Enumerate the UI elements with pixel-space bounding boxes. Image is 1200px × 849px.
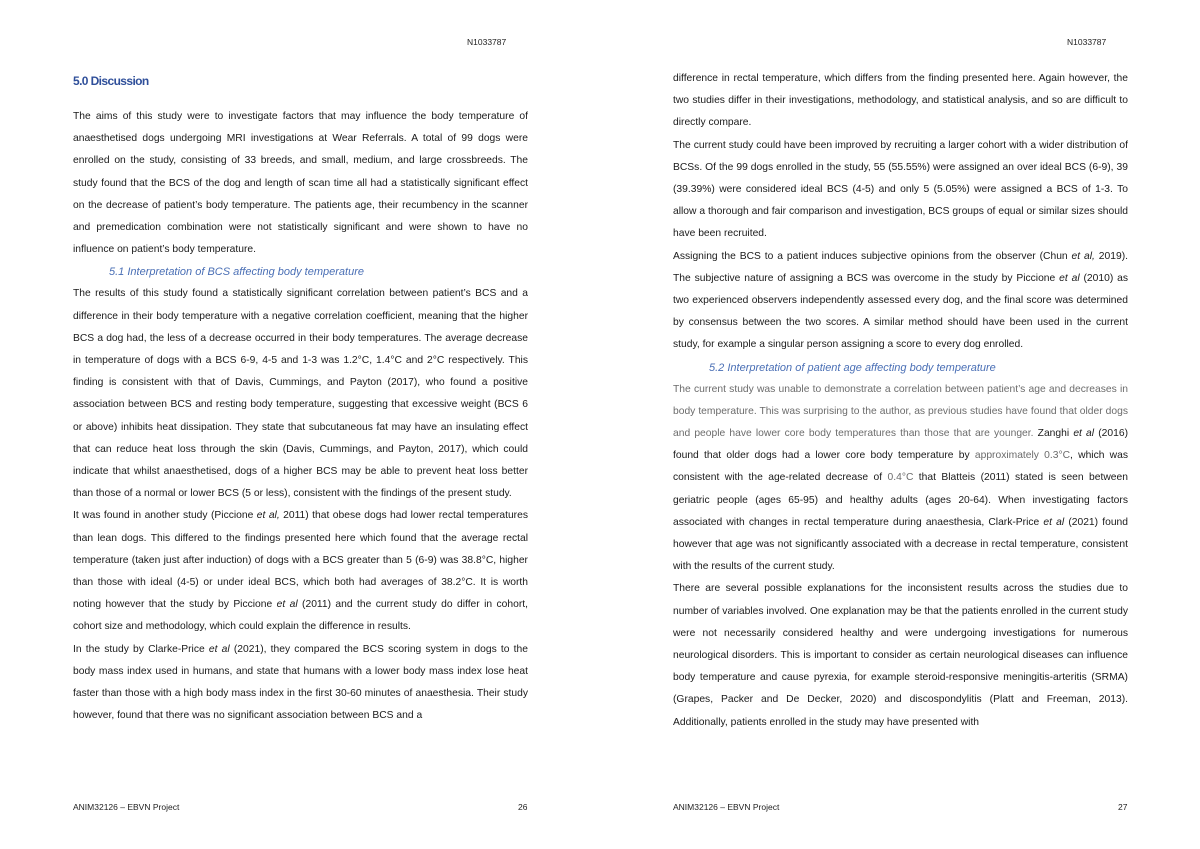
header-student-id: N1033787 xyxy=(467,37,507,47)
page-27 xyxy=(600,0,1200,849)
paragraph: difference in rectal temperature, which differs from the finding presented here. Again however, the two studies differ in their investigations, methodology, and statistical analysis, and so are difficult to directly compare. xyxy=(673,73,1128,129)
paragraph: In the study by Clarke-Price et al (2021), they compared the BCS scoring system in dogs to the body mass index used in humans, and state that humans with a lower body mass index lose heat faster than those with a high body mass index in the first 30-60 minutes of anaesthesia. Their study however, found that there was no significant association between BCS and a xyxy=(73,643,528,722)
page-number: 27 xyxy=(1118,802,1128,812)
paragraph: There are several possible explanations for the inconsistent results across the studies due to number of variables involved. One explanation may be that the patients enrolled in the current study were not necessarily considered healthy and were undergoing investigations for numerous neurological disorders. This is important to consider as certain neurological diseases can influence body temperature and cause pyrexia, for example steroid-responsive meningitis-arteritis (SRMA) (Grapes, Packer and De Decker, 2020) and discospondylitis (Platt and Freeman, 2013). Additionally, patients enrolled in the study may have presented with xyxy=(673,583,1128,728)
paragraph: It was found in another study (Piccione et al, 2011) that obese dogs had lower rectal temperatures than lean dogs. This differed to the findings presented here which found that the average rectal temperature (taken just after induction) of dogs with a BCS greater than 5 (6-9) was 38.8°C, higher than those with ideal (4-5) or under ideal BCS, which both had averages of 38.2°C. It is worth noting however that the study by Piccione et al (2011) and the current study do differ in cohort, cohort size and methodology, which could explain the difference in results. xyxy=(73,510,528,633)
header-student-id: N1033787 xyxy=(1067,37,1107,47)
paragraph: The results of this study found a statistically significant correlation between patient’s BCS and a difference in their body temperature with a negative correlation coefficient, meaning that the higher BCS a dog had, the less of a decrease occurred in their body temperatures. The average decrease in temperature of dogs with a BCS 6-9, 4-5 and 1-3 was 1.2°C, 1.4°C and 2°C respectively. This finding is consistent with that of Davis, Cummings, and Payton (2017), who found a positive association between BCS and resting body temperature, suggesting that excessive weight (BCS 6 or above) inhibits heat dissipation. They state that subcutaneous fat may have an insulating effect that can reduce heat loss through the skin (Davis, Cummings, and Payton, 2017), which could indicate that whilst anaesthetised, dogs of a higher BCS may be able to prevent heat loss better than those of a normal or lower BCS (5 or less), consistent with the findings of the present study. xyxy=(73,288,528,500)
footer-label: ANIM32126 – EBVN Project xyxy=(73,802,180,812)
footer-label: ANIM32126 – EBVN Project xyxy=(673,802,780,812)
section-heading: 5.0 Discussion xyxy=(73,74,149,88)
subsection-heading: 5.2 Interpretation of patient age affecting body temperature xyxy=(709,361,996,374)
paragraph: Assigning the BCS to a patient induces subjective opinions from the observer (Chun et al, 2019). The subjective nature of assigning a BCS was overcome in the study by Piccione et al (2010) as two experienced observers independently assessed every dog, and the final score was determined by consensus between the two scores. A similar method should have been used in the current study, for example a singular person assigning a score to every dog enrolled. xyxy=(673,250,1129,351)
page-body xyxy=(673,68,1128,734)
intro-paragraph: The aims of this study were to investigate factors that may influence the body temperature of anaesthetised dogs undergoing MRI investigations at Wear Referrals. A total of 99 dogs were enrolled on the study, consisting of 33 breeds, and small, medium, and large crossbreeds. The study found that the BCS of the dog and length of scan time all had a statistically significant effect on the decrease of patient’s body temperature. The patients age, their recumbency in the scanner and premedication combination were not statistically significant and were shown to have no influence on patient’s body temperature. xyxy=(73,111,528,256)
page-body xyxy=(73,70,528,727)
paragraph: The current study could have been improved by recruiting a larger cohort with a wider distribution of BCSs. Of the 99 dogs enrolled in the study, 55 (55.55%) were assigned an over ideal BCS (6-9), 39 (39.39%) were considered ideal BCS (4-5) and only 5 (5.05%) were assigned a BCS of 1-3. To allow a thorough and fair comparison and investigation, BCS groups of equal or similar sizes should have been recruited. xyxy=(673,139,1128,240)
subsection-heading: 5.1 Interpretation of BCS affecting body temperature xyxy=(109,266,364,279)
paragraph: The current study was unable to demonstrate a correlation between patient’s age and decreases in body temperature. This was surprising to the author, as previous studies have found that older dogs and people have lower core body temperatures than those that are younger. Zanghi et al (2016) found that older dogs had a lower core body temperature by approximately 0.3°C, which was consistent with the age-related decrease of 0.4°C that Blatteis (2011) stated is seen between geriatric people (ages 65-95) and healthy adults (ages 20-64). When investigating factors associated with changes in rectal temperature during anaesthesia, Clark-Price et al (2021) found however that age was not significantly associated with a decrease in rectal temperature, consistent with the results of the current study. xyxy=(673,383,1128,573)
page-number: 26 xyxy=(518,802,528,812)
